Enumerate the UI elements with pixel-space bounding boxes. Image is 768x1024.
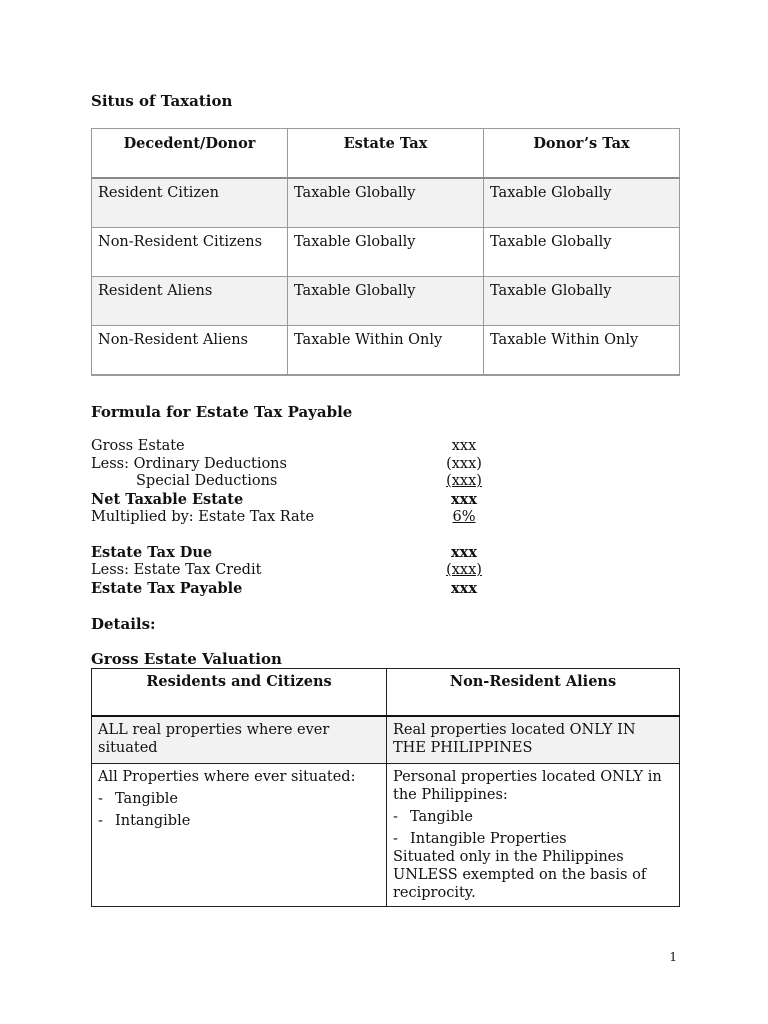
list-item-label: Tangible xyxy=(410,809,473,825)
cell: Taxable Globally xyxy=(288,228,484,277)
situs-table xyxy=(91,128,680,376)
formula-label-gross-estate: Gross Estate xyxy=(91,438,185,454)
cell: Taxable Globally xyxy=(484,277,680,326)
formula-label-tax-rate: Multiplied by: Estate Tax Rate xyxy=(91,509,315,525)
dash-bullet: - xyxy=(98,791,103,807)
cell: Real properties located ONLY IN THE PHILIPPINES xyxy=(387,716,680,764)
list-item xyxy=(393,830,673,848)
list-item-label: Intangible Properties xyxy=(410,831,567,847)
valuation-table xyxy=(91,668,680,907)
cell: Resident Aliens xyxy=(92,277,288,326)
table-row xyxy=(92,178,680,228)
cell: Taxable Within Only xyxy=(288,326,484,376)
table-row xyxy=(92,326,680,376)
cell: Taxable Globally xyxy=(288,277,484,326)
header-decedent-donor: Decedent/Donor xyxy=(92,129,288,179)
header-non-resident-aliens: Non-Resident Aliens xyxy=(387,669,680,717)
formula-label-estate-tax-due: Estate Tax Due xyxy=(91,544,213,561)
list-item-label: Tangible xyxy=(115,791,178,807)
situs-title: Situs of Taxation xyxy=(91,92,233,110)
row2-right-note: Situated only in the Philippines UNLESS exempted on the basis of reciprocity. xyxy=(393,849,647,901)
formula-value-estate-tax-due: xxx xyxy=(451,544,477,561)
cell: Taxable Globally xyxy=(484,178,680,228)
formula-title: Formula for Estate Tax Payable xyxy=(91,403,353,421)
table-row xyxy=(92,716,680,764)
cell: Taxable Within Only xyxy=(484,326,680,376)
formula-value-net-taxable-estate: xxx xyxy=(451,491,477,508)
dash-bullet: - xyxy=(98,813,103,829)
formula-value-gross-estate: xxx xyxy=(451,438,477,454)
table-header-row xyxy=(92,129,680,179)
cell: ALL real properties where ever situated xyxy=(92,716,387,764)
formula-label-net-taxable-estate: Net Taxable Estate xyxy=(91,491,244,508)
list-item xyxy=(98,812,380,830)
row2-left-intro: All Properties where ever situated: xyxy=(98,769,356,785)
formula-label-special-deductions: Special Deductions xyxy=(136,473,278,489)
row2-right-intro: Personal properties located ONLY in the Philippines: xyxy=(393,769,662,803)
formula-value-estate-tax-credit: (xxx) xyxy=(446,562,482,578)
list-item-label: Intangible xyxy=(115,813,191,829)
cell xyxy=(92,764,387,907)
formula-value-ordinary-deductions: (xxx) xyxy=(446,456,482,472)
page-number: 1 xyxy=(669,950,677,964)
formula-label-ordinary-deductions: Less: Ordinary Deductions xyxy=(91,456,287,472)
table-row xyxy=(92,228,680,277)
table-header-row xyxy=(92,669,680,717)
formula-label-estate-tax-payable: Estate Tax Payable xyxy=(91,580,243,597)
valuation-title: Gross Estate Valuation xyxy=(91,650,282,668)
formula-value-estate-tax-payable: xxx xyxy=(451,580,477,597)
formula-value-special-deductions: (xxx) xyxy=(446,473,482,489)
header-residents-citizens: Residents and Citizens xyxy=(92,669,387,717)
formula-label-estate-tax-credit: Less: Estate Tax Credit xyxy=(91,562,262,578)
cell: Taxable Globally xyxy=(288,178,484,228)
cell: Taxable Globally xyxy=(484,228,680,277)
cell: Resident Citizen xyxy=(92,178,288,228)
cell: Non-Resident Aliens xyxy=(92,326,288,376)
cell xyxy=(387,764,680,907)
formula-value-tax-rate: 6% xyxy=(452,509,476,525)
cell: Non-Resident Citizens xyxy=(92,228,288,277)
details-title: Details: xyxy=(91,615,156,633)
list-item xyxy=(393,808,673,826)
dash-bullet: - xyxy=(393,831,398,847)
dash-bullet: - xyxy=(393,809,398,825)
table-row xyxy=(92,764,680,907)
list-item xyxy=(98,790,380,808)
header-estate-tax: Estate Tax xyxy=(288,129,484,179)
table-row xyxy=(92,277,680,326)
header-donors-tax: Donor’s Tax xyxy=(484,129,680,179)
